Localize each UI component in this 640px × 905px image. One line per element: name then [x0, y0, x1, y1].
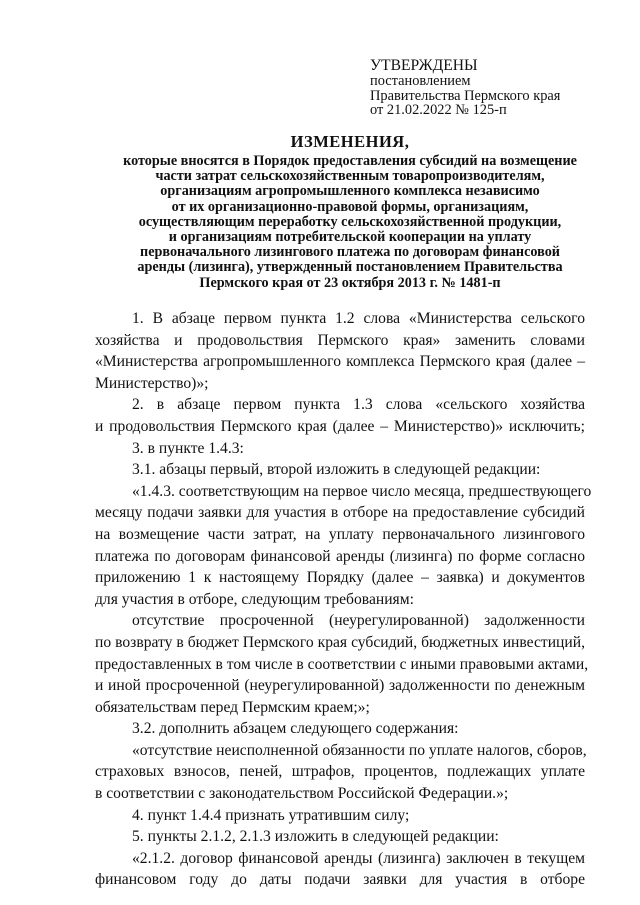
- heading-line: Пермского края от 23 октября 2013 г. № 1481-п: [199, 274, 501, 291]
- body-line: «отсутствие неисполненной обязанности по уплате налогов, сборов,: [132, 741, 587, 759]
- heading-line: первоначального лизингового платежа по договорам финансовой: [140, 244, 560, 261]
- body-line: страховых взносов, пеней, штрафов, процентов, подлежащих уплате: [95, 763, 585, 781]
- approval-line-2: Правительства Пермского края: [370, 87, 561, 104]
- heading-line: организациям агропромышленного комплекса независимо: [160, 183, 540, 200]
- document-heading: [70, 132, 630, 291]
- body-line: Министерство)»;: [95, 374, 209, 392]
- body-line: 1. В абзаце первом пункта 1.2 слова «Министерства сельского: [132, 310, 585, 327]
- body-line: «2.1.2. договор финансовой аренды (лизинга) заключен в текущем: [132, 849, 585, 867]
- body-line: 5. пункты 2.1.2, 2.1.3 изложить в следующей редакции:: [132, 828, 499, 846]
- approval-line-3: от 21.02.2022 № 125-п: [370, 102, 507, 118]
- body-line: по возврату в бюджет Пермского края субсидий, бюджетных инвестиций,: [95, 633, 585, 651]
- body-line: приложению 1 к настоящему Порядку (далее – заявка) и документов: [95, 569, 585, 587]
- heading-line: осуществляющим переработку сельскохозяйственной продукции,: [138, 213, 562, 230]
- body-line: платежа по договорам финансовой аренды (лизинга) по форме согласно: [95, 547, 585, 565]
- body-line: 3. в пункте 1.4.3:: [132, 439, 244, 457]
- body-line: «1.4.3. соответствующим на первое число месяца, предшествующего: [132, 482, 592, 500]
- body-line: месяцу подачи заявки для участия в отборе на предоставление субсидий: [95, 504, 585, 522]
- heading-line: которые вносятся в Порядок предоставления субсидий на возмещение: [123, 153, 577, 169]
- body-line: хозяйства и продовольствия Пермского края» заменить словами: [95, 331, 585, 349]
- heading-line: и организациям потребительской кооперации на уплату: [168, 229, 532, 246]
- body-line: обязательствам перед Пермским краем;»;: [95, 698, 370, 716]
- body-line: и продовольствия Пермского края (далее – Министерство)» исключить;: [95, 417, 585, 435]
- body-line: для участия в отборе, следующим требованиям:: [95, 590, 414, 608]
- body-line: «Министерства агропромышленного комплекса Пермского края (далее –: [95, 353, 585, 371]
- body-line: на возмещение части затрат, на уплату первоначального лизингового: [95, 525, 585, 543]
- body-line: финансовом году до даты подачи заявки для участия в отборе: [95, 871, 585, 889]
- approval-title: УТВЕРЖДЕНЫ: [370, 57, 478, 74]
- document-body: [95, 308, 592, 891]
- body-line: предоставленных в том числе в соответствии с иными правовыми актами,: [95, 655, 589, 673]
- body-line: 4. пункт 1.4.4 признать утратившим силу;: [132, 806, 410, 824]
- body-line: в соответствии с законодательством Российской Федерации.»;: [95, 785, 509, 803]
- body-line: и иной просроченной (неурегулированной) задолженности по денежным: [95, 677, 585, 695]
- body-line: 3.2. дополнить абзацем следующего содержания:: [132, 720, 459, 738]
- heading-line: части затрат сельскохозяйственным товаропроизводителям,: [155, 168, 545, 185]
- document-title: ИЗМЕНЕНИЯ,: [290, 132, 410, 151]
- heading-line: аренды (лизинга), утвержденный постановлением Правительства: [137, 259, 563, 276]
- heading-line: от их организационно-правовой формы, организациям,: [171, 198, 529, 215]
- body-line: 3.1. абзацы первый, второй изложить в следующей редакции:: [132, 461, 541, 479]
- approval-line-1: постановлением: [370, 73, 471, 89]
- approval-stamp: [370, 58, 610, 118]
- body-line: отсутствие просроченной (неурегулированной) задолженности: [132, 612, 585, 630]
- body-line: 2. в абзаце первом пункта 1.3 слова «сельского хозяйства: [132, 396, 585, 414]
